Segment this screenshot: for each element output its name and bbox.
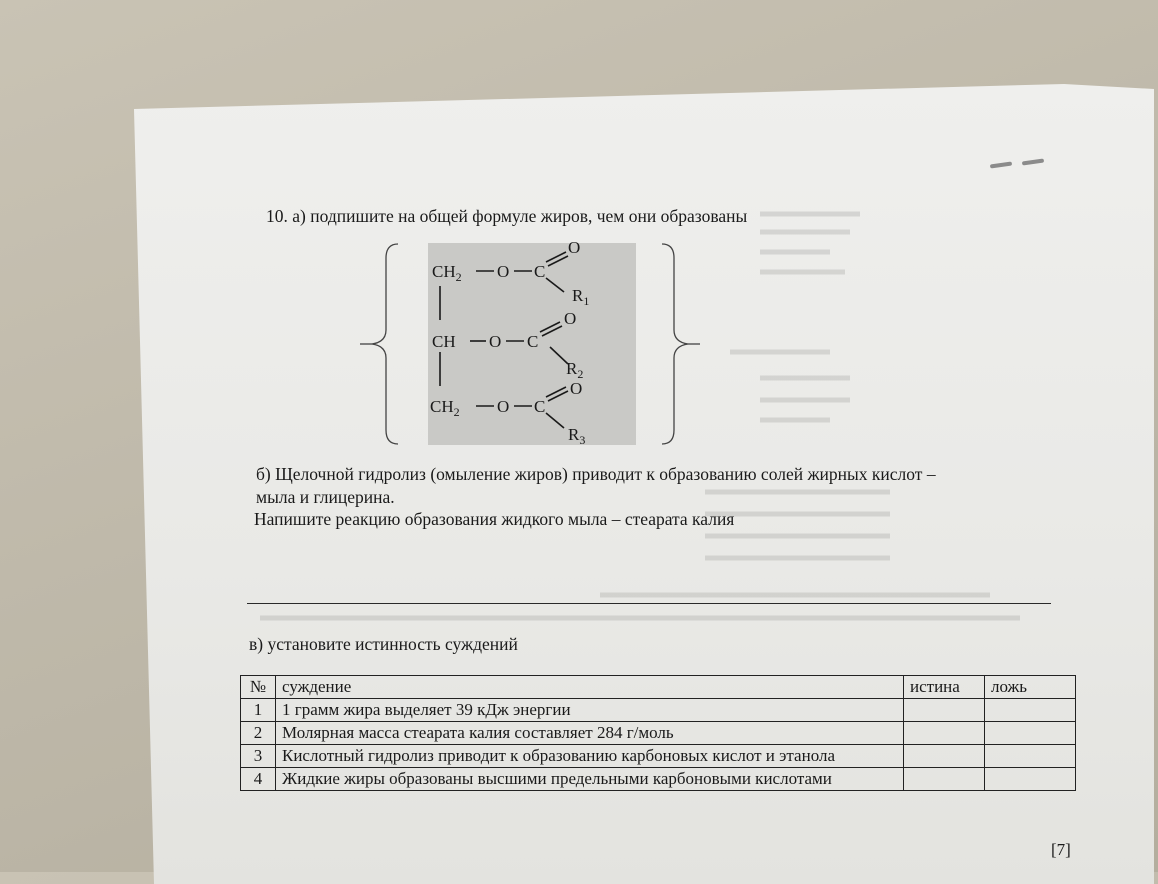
row-statement: Молярная масса стеарата калия составляет 284 г/моль bbox=[276, 722, 904, 745]
row-statement: Жидкие жиры образованы высшими предельными карбоновыми кислотами bbox=[276, 768, 904, 791]
part-b-line-1: б) Щелочной гидролиз (омыление жиров) приводит к образованию солей жирных кислот – bbox=[256, 464, 936, 484]
score-mark: [7] bbox=[1051, 840, 1071, 859]
svg-text:O: O bbox=[568, 238, 581, 257]
part-b-line-2: мыла и глицерина. bbox=[256, 487, 395, 507]
false-cell[interactable] bbox=[985, 699, 1076, 722]
table-header-row bbox=[241, 676, 1076, 699]
true-cell[interactable] bbox=[904, 768, 985, 791]
svg-text:O: O bbox=[570, 379, 583, 398]
row-statement: 1 грамм жира выделяет 39 кДж энергии bbox=[276, 699, 904, 722]
table-row bbox=[241, 745, 1076, 768]
svg-text:C: C bbox=[527, 332, 539, 351]
table-row bbox=[241, 699, 1076, 722]
row-number: 2 bbox=[241, 722, 276, 745]
question-title: 10. а) подпишите на общей формуле жиров, чем они образованы bbox=[266, 206, 748, 226]
true-cell[interactable] bbox=[904, 745, 985, 768]
header-true: истина bbox=[904, 676, 985, 699]
judgement-table bbox=[240, 675, 1076, 791]
svg-text:CH: CH bbox=[432, 332, 456, 351]
header-number: № bbox=[241, 676, 276, 699]
true-cell[interactable] bbox=[904, 722, 985, 745]
header-statement: суждение bbox=[276, 676, 904, 699]
false-cell[interactable] bbox=[985, 768, 1076, 791]
svg-text:R1: $R_1$ bbox=[572, 286, 590, 308]
svg-text:O: O bbox=[497, 262, 510, 281]
table-row bbox=[241, 768, 1076, 791]
fat-general-formula bbox=[360, 234, 700, 454]
false-cell[interactable] bbox=[985, 745, 1076, 768]
part-c-heading: в) установите истинность суждений bbox=[249, 634, 518, 654]
svg-text:O: O bbox=[564, 309, 577, 328]
row-number: 4 bbox=[241, 768, 276, 791]
svg-text:CH2: $CH_2$ bbox=[432, 262, 462, 284]
answer-line bbox=[247, 603, 1051, 604]
row-number: 1 bbox=[241, 699, 276, 722]
row-number: 3 bbox=[241, 745, 276, 768]
true-cell[interactable] bbox=[904, 699, 985, 722]
svg-text:R2: $R_2$ bbox=[566, 359, 584, 381]
svg-text:O: O bbox=[497, 397, 510, 416]
svg-text:C: C bbox=[534, 397, 546, 416]
svg-text:R3: $R_3$ bbox=[568, 425, 586, 447]
svg-text:CH2: $CH_2$ bbox=[430, 397, 460, 419]
svg-text:C: C bbox=[534, 262, 546, 281]
svg-text:O: O bbox=[489, 332, 502, 351]
part-b-line-3: Напишите реакцию образования жидкого мыла – стеарата калия bbox=[254, 509, 735, 529]
row-statement: Кислотный гидролиз приводит к образованию карбоновых кислот и этанола bbox=[276, 745, 904, 768]
header-false: ложь bbox=[985, 676, 1076, 699]
table-row bbox=[241, 722, 1076, 745]
false-cell[interactable] bbox=[985, 722, 1076, 745]
